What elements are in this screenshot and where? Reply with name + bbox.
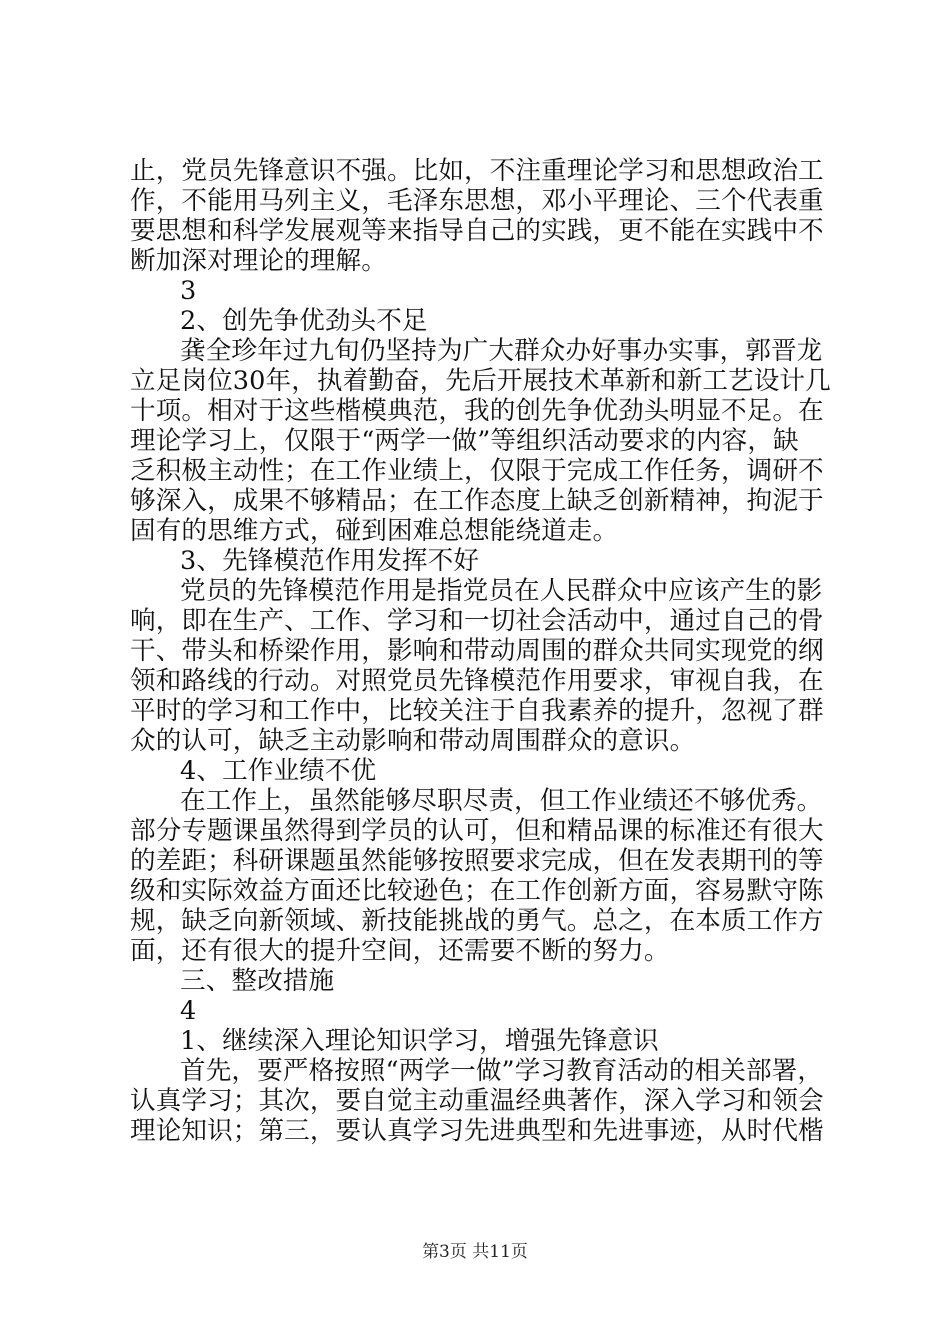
text-line: 理论学习上，仅限于“两学一做”等组织活动要求的内容，缺 xyxy=(130,426,799,456)
document-body xyxy=(130,156,830,1146)
text-line: 众的认可，缺乏主动影响和带动周围群众的意识。 xyxy=(130,726,696,756)
text-line: 面，还有很大的提升空间，还需要不断的努力。 xyxy=(130,936,670,966)
text-line: 响，即在生产、工作、学习和一切社会活动中，通过自己的骨 xyxy=(130,606,824,636)
text-line: 十项。相对于这些楷模典范，我的创先争优劲头明显不足。在 xyxy=(130,396,824,426)
text-line: 4、工作业绩不优 xyxy=(180,756,377,786)
text-line: 2、创先争优劲头不足 xyxy=(180,306,428,336)
text-line: 3 xyxy=(180,276,197,306)
text-line: 3、先锋模范作用发挥不好 xyxy=(180,546,480,576)
text-line: 三、整改措施 xyxy=(180,966,335,996)
text-line: 干、带头和桥梁作用，影响和带动周围的群众共同实现党的纲 xyxy=(130,636,824,666)
text-line: 首先，要严格按照“两学一做”学习教育活动的相关部署， xyxy=(180,1056,824,1086)
text-line: 领和路线的行动。对照党员先锋模范作用要求，审视自我，在 xyxy=(130,666,824,696)
text-line: 4 xyxy=(180,996,197,1026)
text-line: 认真学习；其次，要自觉主动重温经典著作，深入学习和领会 xyxy=(130,1086,824,1116)
text-line: 止，党员先锋意识不强。比如，不注重理论学习和思想政治工 xyxy=(130,156,824,186)
text-line: 规，缺乏向新领域、新技能挑战的勇气。总之，在本质工作方 xyxy=(130,906,824,936)
text-line: 在工作上，虽然能够尽职尽责，但工作业绩还不够优秀。 xyxy=(180,786,823,816)
text-line: 理论知识；第三，要认真学习先进典型和先进事迹，从时代楷 xyxy=(130,1116,824,1146)
text-line: 党员的先锋模范作用是指党员在人民群众中应该产生的影 xyxy=(180,576,823,606)
text-line: 够深入，成果不够精品；在工作态度上缺乏创新精神，拘泥于 xyxy=(130,486,824,516)
text-line: 的差距；科研课题虽然能够按照要求完成，但在发表期刊的等 xyxy=(130,846,824,876)
text-line: 部分专题课虽然得到学员的认可，但和精品课的标准还有很大 xyxy=(130,816,824,846)
page-footer: 第3页 共11页 xyxy=(422,1242,528,1262)
text-line: 断加深对理论的理解。 xyxy=(130,246,387,276)
text-line: 立足岗位30年，执着勤奋，先后开展技术革新和新工艺设计几 xyxy=(130,366,831,396)
text-line: 平时的学习和工作中，比较关注于自我素养的提升，忽视了群 xyxy=(130,696,824,726)
text-line: 乏积极主动性；在工作业绩上，仅限于完成工作任务，调研不 xyxy=(130,456,824,486)
text-line: 作，不能用马列主义，毛泽东思想，邓小平理论、三个代表重 xyxy=(130,186,824,216)
text-line: 要思想和科学发展观等来指导自己的实践，更不能在实践中不 xyxy=(130,216,824,246)
text-line: 固有的思维方式，碰到困难总想能绕道走。 xyxy=(130,516,619,546)
text-line: 1、继续深入理论知识学习，增强先锋意识 xyxy=(180,1026,659,1056)
text-line: 龚全珍年过九旬仍坚持为广大群众办好事办实事，郭晋龙 xyxy=(180,336,823,366)
text-line: 级和实际效益方面还比较逊色；在工作创新方面，容易默守陈 xyxy=(130,876,824,906)
